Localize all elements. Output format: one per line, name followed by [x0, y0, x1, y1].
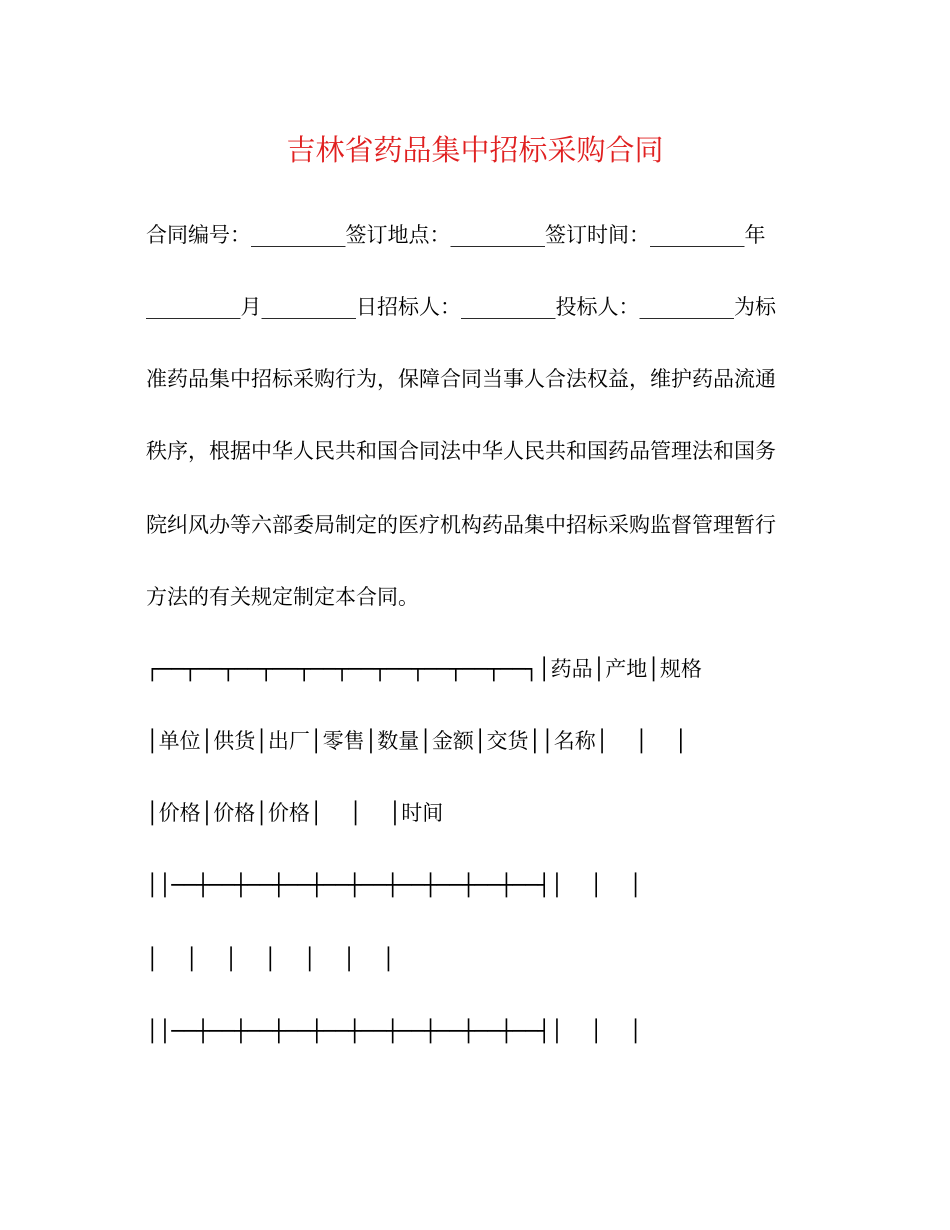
table-border-top: ┌──┬──┬──┬──┬──┬──┬──┬──┬──┬──┐│药品│产地│规格 — [146, 657, 702, 681]
preamble-line-1: 准药品集中招标采购行为，保障合同当事人合法权益，维护药品流通 — [146, 367, 776, 391]
table-divider-2: ││──┼──┼──┼──┼──┼──┼──┼──┼──┼──┤│ │ │ — [146, 1019, 642, 1043]
preamble-line-3: 院纠风办等六部委局制定的医疗机构药品集中招标采购监督管理暂行 — [146, 513, 776, 537]
table-header-row-2: │价格│价格│价格│ │ │时间 — [146, 801, 444, 825]
contract-info-line-2: _________月_________日招标人：_________投标人：_________为标 — [146, 295, 776, 319]
table-header-row-1: │单位│供货│出厂│零售│数量│金额│交货││名称│ │ │ — [146, 729, 688, 753]
document-title: 吉林省药品集中招标采购合同 — [286, 133, 664, 167]
preamble-line-2: 秩序，根据中华人民共和国合同法中华人民共和国药品管理法和国务 — [146, 439, 776, 463]
contract-info-line-1: 合同编号：_________签订地点：_________签订时间：_________年 — [146, 223, 766, 247]
table-divider-1: ││──┼──┼──┼──┼──┼──┼──┼──┼──┼──┤│ │ │ — [146, 873, 642, 897]
table-empty-row: │ │ │ │ │ │ │ — [146, 947, 395, 971]
preamble-line-4: 方法的有关规定制定本合同。 — [146, 585, 419, 609]
